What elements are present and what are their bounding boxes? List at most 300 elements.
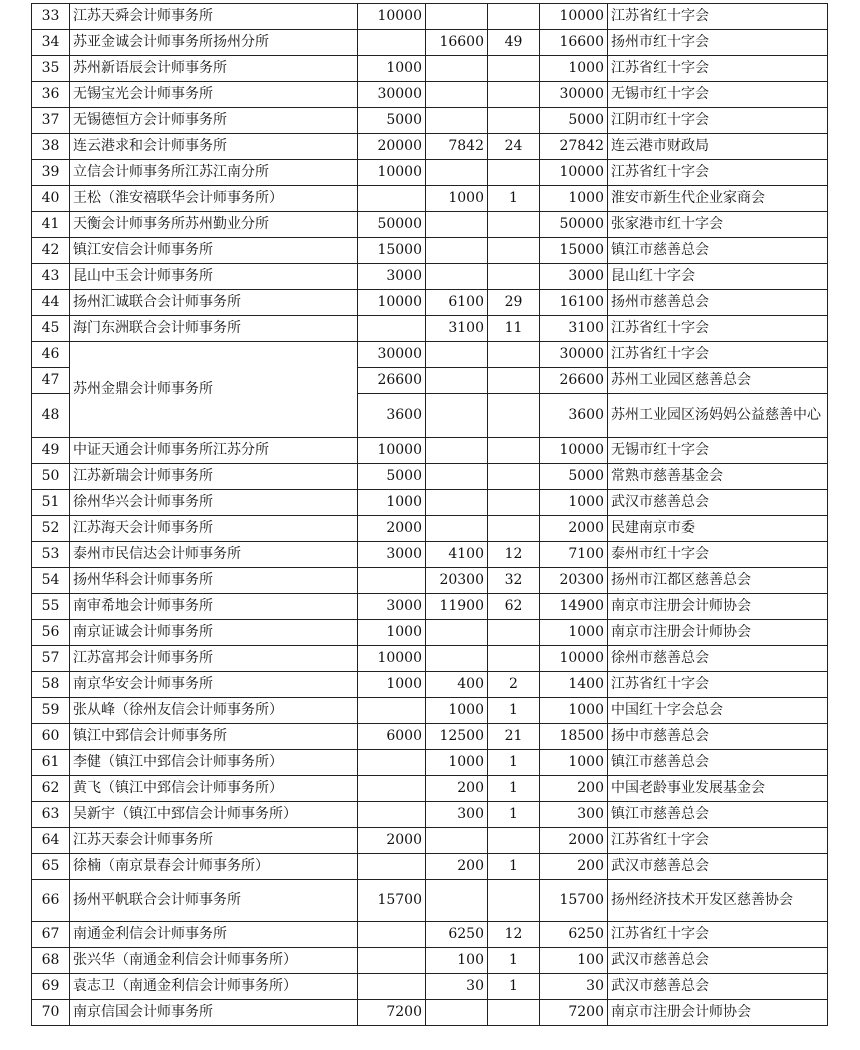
row-number: 38: [32, 134, 70, 160]
table-row: [32, 30, 828, 56]
table-row: [32, 948, 828, 974]
recipient: 江苏省红十字会: [608, 922, 828, 948]
total-amount: 1000: [540, 620, 608, 646]
total-amount: 6250: [540, 922, 608, 948]
total-amount: 10000: [540, 646, 608, 672]
total-amount: 7100: [540, 542, 608, 568]
amount-a: [358, 568, 426, 594]
table-row: [32, 238, 828, 264]
amount-b: 200: [426, 854, 488, 880]
total-amount: 15700: [540, 880, 608, 922]
amount-b: [426, 828, 488, 854]
amount-a: 5000: [358, 464, 426, 490]
donor-name: 海门东洲联合会计师事务所: [70, 316, 358, 342]
table-row: [32, 490, 828, 516]
amount-b: 30: [426, 974, 488, 1000]
recipient: 连云港市财政局: [608, 134, 828, 160]
table-row: [32, 620, 828, 646]
recipient: 武汉市慈善总会: [608, 854, 828, 880]
table-row: [32, 4, 828, 30]
recipient: 扬州经济技术开发区慈善协会: [608, 880, 828, 922]
table-row: [32, 82, 828, 108]
table-row: [32, 438, 828, 464]
recipient: 无锡市红十字会: [608, 438, 828, 464]
total-amount: 3600: [540, 394, 608, 438]
amount-b: [426, 82, 488, 108]
row-number: 50: [32, 464, 70, 490]
amount-b: [426, 108, 488, 134]
row-number: 65: [32, 854, 70, 880]
recipient: 江苏省红十字会: [608, 4, 828, 30]
row-number: 36: [32, 82, 70, 108]
table-row: [32, 516, 828, 542]
amount-a: 10000: [358, 646, 426, 672]
amount-b: 7842: [426, 134, 488, 160]
donor-name: 江苏天泰会计师事务所: [70, 828, 358, 854]
row-number: 37: [32, 108, 70, 134]
recipient: 武汉市慈善总会: [608, 974, 828, 1000]
recipient: 扬州市江都区慈善总会: [608, 568, 828, 594]
amount-a: 10000: [358, 438, 426, 464]
total-amount: 30000: [540, 342, 608, 368]
amount-b: [426, 368, 488, 394]
donor-count: [488, 82, 540, 108]
table-body: [32, 4, 828, 1026]
amount-b: [426, 238, 488, 264]
row-number: 67: [32, 922, 70, 948]
table-row: [32, 1000, 828, 1026]
donor-count: 21: [488, 724, 540, 750]
amount-b: [426, 160, 488, 186]
row-number: 54: [32, 568, 70, 594]
donor-name: 立信会计师事务所江苏江南分所: [70, 160, 358, 186]
recipient: 扬州市慈善总会: [608, 290, 828, 316]
table-row: [32, 542, 828, 568]
amount-b: [426, 4, 488, 30]
donor-count: 1: [488, 186, 540, 212]
total-amount: 10000: [540, 4, 608, 30]
amount-b: 100: [426, 948, 488, 974]
row-number: 59: [32, 698, 70, 724]
recipient: 江苏省红十字会: [608, 160, 828, 186]
donor-count: [488, 368, 540, 394]
row-number: 66: [32, 880, 70, 922]
donor-name: 江苏海天会计师事务所: [70, 516, 358, 542]
table-row: [32, 698, 828, 724]
total-amount: 20300: [540, 568, 608, 594]
donor-name: 中证天通会计师事务所江苏分所: [70, 438, 358, 464]
row-number: 52: [32, 516, 70, 542]
donor-count: [488, 212, 540, 238]
amount-a: 3000: [358, 594, 426, 620]
donor-name: 无锡宝光会计师事务所: [70, 82, 358, 108]
amount-a: [358, 854, 426, 880]
donor-count: 1: [488, 802, 540, 828]
total-amount: 30: [540, 974, 608, 1000]
donor-name: 连云港求和会计师事务所: [70, 134, 358, 160]
amount-b: [426, 880, 488, 922]
donor-count: [488, 4, 540, 30]
donor-count: [488, 160, 540, 186]
row-number: 44: [32, 290, 70, 316]
amount-a: 10000: [358, 290, 426, 316]
table-row: [32, 186, 828, 212]
amount-b: 200: [426, 776, 488, 802]
row-number: 48: [32, 394, 70, 438]
amount-b: [426, 264, 488, 290]
row-number: 68: [32, 948, 70, 974]
total-amount: 3000: [540, 264, 608, 290]
donor-name: 南京信国会计师事务所: [70, 1000, 358, 1026]
row-number: 47: [32, 368, 70, 394]
total-amount: 18500: [540, 724, 608, 750]
recipient: 苏州工业园区慈善总会: [608, 368, 828, 394]
row-number: 56: [32, 620, 70, 646]
recipient: 苏州工业园区汤妈妈公益慈善中心: [608, 394, 828, 438]
donation-table: [31, 3, 828, 1026]
donor-count: 1: [488, 776, 540, 802]
donor-count: 12: [488, 542, 540, 568]
amount-b: 300: [426, 802, 488, 828]
total-amount: 1400: [540, 672, 608, 698]
amount-b: [426, 342, 488, 368]
amount-a: [358, 974, 426, 1000]
amount-a: 10000: [358, 4, 426, 30]
amount-b: 6100: [426, 290, 488, 316]
table-row: [32, 134, 828, 160]
amount-b: [426, 438, 488, 464]
donor-count: 29: [488, 290, 540, 316]
table-row: [32, 750, 828, 776]
donor-count: [488, 1000, 540, 1026]
amount-b: 4100: [426, 542, 488, 568]
amount-b: 12500: [426, 724, 488, 750]
donor-count: 1: [488, 698, 540, 724]
amount-a: 7200: [358, 1000, 426, 1026]
row-number: 62: [32, 776, 70, 802]
donor-count: 11: [488, 316, 540, 342]
row-number: 35: [32, 56, 70, 82]
amount-a: 1000: [358, 56, 426, 82]
amount-a: 2000: [358, 828, 426, 854]
recipient: 昆山红十字会: [608, 264, 828, 290]
donor-name: 苏州新语辰会计师事务所: [70, 56, 358, 82]
row-number: 51: [32, 490, 70, 516]
donor-count: [488, 828, 540, 854]
recipient: 常熟市慈善基金会: [608, 464, 828, 490]
recipient: 江阴市红十字会: [608, 108, 828, 134]
amount-a: 10000: [358, 160, 426, 186]
donor-name: 江苏天舜会计师事务所: [70, 4, 358, 30]
amount-a: [358, 802, 426, 828]
total-amount: 27842: [540, 134, 608, 160]
amount-a: 2000: [358, 516, 426, 542]
donor-name: 扬州平帆联合会计师事务所: [70, 880, 358, 922]
donor-name: 泰州市民信达会计师事务所: [70, 542, 358, 568]
amount-a: 30000: [358, 342, 426, 368]
donor-count: [488, 108, 540, 134]
amount-a: 20000: [358, 134, 426, 160]
row-number: 69: [32, 974, 70, 1000]
donor-name: 镇江中郅信会计师事务所: [70, 724, 358, 750]
donor-count: 2: [488, 672, 540, 698]
amount-a: 26600: [358, 368, 426, 394]
donor-name: 扬州华科会计师事务所: [70, 568, 358, 594]
total-amount: 2000: [540, 516, 608, 542]
row-number: 57: [32, 646, 70, 672]
amount-b: 3100: [426, 316, 488, 342]
row-number: 49: [32, 438, 70, 464]
total-amount: 1000: [540, 186, 608, 212]
row-number: 40: [32, 186, 70, 212]
recipient: 镇江市慈善总会: [608, 238, 828, 264]
amount-a: 15700: [358, 880, 426, 922]
total-amount: 16600: [540, 30, 608, 56]
amount-b: [426, 646, 488, 672]
amount-b: [426, 1000, 488, 1026]
table-row: [32, 212, 828, 238]
donor-count: 24: [488, 134, 540, 160]
amount-a: 50000: [358, 212, 426, 238]
donor-count: 12: [488, 922, 540, 948]
donor-name: 徐州华兴会计师事务所: [70, 490, 358, 516]
recipient: 武汉市慈善总会: [608, 948, 828, 974]
row-number: 33: [32, 4, 70, 30]
amount-b: [426, 516, 488, 542]
donor-name: 徐楠（南京景春会计师事务所）: [70, 854, 358, 880]
recipient: 江苏省红十字会: [608, 56, 828, 82]
total-amount: 5000: [540, 464, 608, 490]
recipient: 镇江市慈善总会: [608, 802, 828, 828]
row-number: 58: [32, 672, 70, 698]
row-number: 55: [32, 594, 70, 620]
total-amount: 1000: [540, 490, 608, 516]
table-row: [32, 828, 828, 854]
row-number: 60: [32, 724, 70, 750]
recipient: 江苏省红十字会: [608, 342, 828, 368]
table-row: [32, 316, 828, 342]
total-amount: 26600: [540, 368, 608, 394]
donor-count: [488, 342, 540, 368]
amount-a: [358, 750, 426, 776]
row-number: 43: [32, 264, 70, 290]
donor-name: 王松（淮安禧联华会计师事务所）: [70, 186, 358, 212]
donor-count: 1: [488, 948, 540, 974]
recipient: 民建南京市委: [608, 516, 828, 542]
recipient: 中国红十字会总会: [608, 698, 828, 724]
row-number: 45: [32, 316, 70, 342]
amount-b: [426, 212, 488, 238]
donor-count: [488, 620, 540, 646]
donor-name: 李健（镇江中郅信会计师事务所）: [70, 750, 358, 776]
row-number: 41: [32, 212, 70, 238]
recipient: 江苏省红十字会: [608, 316, 828, 342]
table-row: [32, 802, 828, 828]
total-amount: 300: [540, 802, 608, 828]
amount-b: 16600: [426, 30, 488, 56]
donor-name: 南通金利信会计师事务所: [70, 922, 358, 948]
donor-count: [488, 646, 540, 672]
recipient: 徐州市慈善总会: [608, 646, 828, 672]
donor-name: 南京证诚会计师事务所: [70, 620, 358, 646]
total-amount: 1000: [540, 698, 608, 724]
donor-count: 1: [488, 974, 540, 1000]
amount-b: 1000: [426, 750, 488, 776]
recipient: 镇江市慈善总会: [608, 750, 828, 776]
donor-name: 袁志卫（南通金利信会计师事务所）: [70, 974, 358, 1000]
table-row: [32, 342, 828, 368]
recipient: 张家港市红十字会: [608, 212, 828, 238]
amount-a: 3000: [358, 542, 426, 568]
table-row: [32, 568, 828, 594]
amount-b: 400: [426, 672, 488, 698]
amount-b: [426, 464, 488, 490]
total-amount: 10000: [540, 438, 608, 464]
amount-b: [426, 490, 488, 516]
table-row: [32, 974, 828, 1000]
total-amount: 15000: [540, 238, 608, 264]
donor-name: 苏亚金诚会计师事务所扬州分所: [70, 30, 358, 56]
total-amount: 14900: [540, 594, 608, 620]
amount-a: 1000: [358, 490, 426, 516]
donor-count: [488, 880, 540, 922]
table-row: [32, 160, 828, 186]
amount-a: [358, 186, 426, 212]
amount-b: 6250: [426, 922, 488, 948]
donor-name: 张兴华（南通金利信会计师事务所）: [70, 948, 358, 974]
donor-name: 南京华安会计师事务所: [70, 672, 358, 698]
donor-name: 镇江安信会计师事务所: [70, 238, 358, 264]
donor-count: 1: [488, 854, 540, 880]
row-number: 64: [32, 828, 70, 854]
amount-b: 11900: [426, 594, 488, 620]
amount-a: 30000: [358, 82, 426, 108]
amount-b: [426, 56, 488, 82]
total-amount: 200: [540, 776, 608, 802]
table-row: [32, 776, 828, 802]
table-row: [32, 672, 828, 698]
donor-name: 江苏新瑞会计师事务所: [70, 464, 358, 490]
table-row: [32, 880, 828, 922]
recipient: 江苏省红十字会: [608, 672, 828, 698]
row-number: 34: [32, 30, 70, 56]
donor-count: [488, 56, 540, 82]
amount-a: [358, 698, 426, 724]
amount-a: [358, 316, 426, 342]
donor-count: [488, 394, 540, 438]
row-number: 70: [32, 1000, 70, 1026]
amount-a: 15000: [358, 238, 426, 264]
row-number: 53: [32, 542, 70, 568]
recipient: 武汉市慈善总会: [608, 490, 828, 516]
recipient: 扬州市红十字会: [608, 30, 828, 56]
amount-a: 3000: [358, 264, 426, 290]
recipient: 江苏省红十字会: [608, 828, 828, 854]
recipient: 中国老龄事业发展基金会: [608, 776, 828, 802]
amount-a: 3600: [358, 394, 426, 438]
donor-name: 江苏富邦会计师事务所: [70, 646, 358, 672]
donor-name: 昆山中玉会计师事务所: [70, 264, 358, 290]
donor-name: 苏州金鼎会计师事务所: [70, 342, 358, 438]
recipient: 泰州市红十字会: [608, 542, 828, 568]
donor-name: 无锡德恒方会计师事务所: [70, 108, 358, 134]
row-number: 63: [32, 802, 70, 828]
total-amount: 200: [540, 854, 608, 880]
recipient: 扬中市慈善总会: [608, 724, 828, 750]
total-amount: 30000: [540, 82, 608, 108]
recipient: 无锡市红十字会: [608, 82, 828, 108]
total-amount: 3100: [540, 316, 608, 342]
total-amount: 2000: [540, 828, 608, 854]
table-row: [32, 108, 828, 134]
amount-a: 6000: [358, 724, 426, 750]
donor-name: 天衡会计师事务所苏州勤业分所: [70, 212, 358, 238]
table-row: [32, 264, 828, 290]
total-amount: 1000: [540, 56, 608, 82]
table-row: [32, 464, 828, 490]
table-row: [32, 594, 828, 620]
amount-b: [426, 394, 488, 438]
table-row: [32, 854, 828, 880]
total-amount: 16100: [540, 290, 608, 316]
amount-b: [426, 620, 488, 646]
row-number: 61: [32, 750, 70, 776]
donor-name: 吴新宇（镇江中郅信会计师事务所）: [70, 802, 358, 828]
donor-count: 1: [488, 750, 540, 776]
amount-a: [358, 776, 426, 802]
amount-b: 1000: [426, 186, 488, 212]
recipient: 南京市注册会计师协会: [608, 1000, 828, 1026]
amount-a: 5000: [358, 108, 426, 134]
total-amount: 50000: [540, 212, 608, 238]
row-number: 46: [32, 342, 70, 368]
total-amount: 5000: [540, 108, 608, 134]
donor-count: [488, 464, 540, 490]
table-row: [32, 922, 828, 948]
amount-a: 1000: [358, 620, 426, 646]
amount-b: 1000: [426, 698, 488, 724]
row-number: 42: [32, 238, 70, 264]
total-amount: 7200: [540, 1000, 608, 1026]
recipient: 淮安市新生代企业家商会: [608, 186, 828, 212]
donor-count: 49: [488, 30, 540, 56]
table-row: [32, 290, 828, 316]
total-amount: 10000: [540, 160, 608, 186]
donor-name: 黄飞（镇江中郅信会计师事务所）: [70, 776, 358, 802]
table-row: [32, 724, 828, 750]
amount-a: [358, 948, 426, 974]
amount-a: [358, 922, 426, 948]
donor-name: 张从峰（徐州友信会计师事务所）: [70, 698, 358, 724]
amount-b: 20300: [426, 568, 488, 594]
donor-count: [488, 516, 540, 542]
donor-count: 32: [488, 568, 540, 594]
total-amount: 100: [540, 948, 608, 974]
total-amount: 1000: [540, 750, 608, 776]
table-row: [32, 646, 828, 672]
donor-name: 扬州汇诚联合会计师事务所: [70, 290, 358, 316]
donor-name: 南审希地会计师事务所: [70, 594, 358, 620]
row-number: 39: [32, 160, 70, 186]
table-row: [32, 56, 828, 82]
donor-count: [488, 264, 540, 290]
donor-count: [488, 490, 540, 516]
recipient: 南京市注册会计师协会: [608, 620, 828, 646]
donor-count: 62: [488, 594, 540, 620]
donor-count: [488, 438, 540, 464]
amount-a: [358, 30, 426, 56]
donor-count: [488, 238, 540, 264]
